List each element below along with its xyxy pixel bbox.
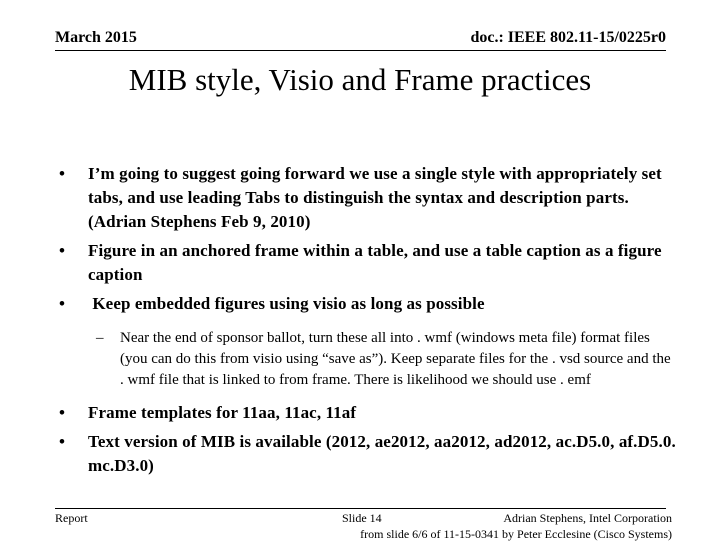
bullet-item [56, 239, 676, 287]
footer-author [360, 510, 672, 542]
footer-report: Report [55, 511, 88, 525]
bullet-text: I’m going to suggest going forward we use a single style with appropriately set tabs, and use leading Tabs to distinguish the syntax and description parts. (Adrian Stephens Feb 9, 2010) [88, 164, 662, 231]
bullet-marker: • [59, 164, 66, 183]
bullet-item [56, 430, 676, 478]
bullet-text: Frame templates for 11aa, 11ac, 11af [88, 403, 357, 422]
footer-author-name: Adrian Stephens, Intel Corporation [503, 511, 672, 525]
sub-bullet-text: Near the end of sponsor ballot, turn these all into . wmf (windows meta file) format files (you can do this from visio using “save as”). Keep separate files for the . vsd source and the . wmf file that is linked to from frame. There is likelihood we should use . emf [120, 330, 671, 388]
sub-bullet-marker: – [96, 330, 104, 346]
bullet-item [56, 162, 676, 234]
sub-bullet-item [96, 328, 676, 391]
slide-body [56, 162, 676, 483]
bullet-text: Keep embedded figures using visio as long as possible [88, 294, 485, 313]
slide-title: MIB style, Visio and Frame practices [128, 62, 592, 97]
bullet-item [56, 292, 676, 316]
header-date: March 2015 [55, 29, 137, 46]
bullet-item [56, 401, 676, 425]
bullet-marker: • [59, 241, 66, 260]
bullet-marker: • [59, 403, 66, 422]
footer-rule [55, 508, 666, 509]
bullet-text: Text version of MIB is available (2012, ae2012, aa2012, ad2012, ac.D5.0, af.D5.0. mc.D3.0) [88, 432, 676, 475]
bullet-marker: • [59, 294, 66, 313]
header-doc-id: doc.: IEEE 802.11-15/0225r0 [470, 29, 666, 46]
footer-source: from slide 6/6 of 11-15-0341 by Peter Ecclesine (Cisco Systems) [360, 527, 672, 541]
bullet-text: Figure in an anchored frame within a table, and use a table caption as a figure caption [88, 241, 662, 284]
footer-slide-number: Slide 14 [342, 511, 382, 525]
bullet-marker: • [59, 432, 66, 451]
header-rule [55, 50, 666, 51]
